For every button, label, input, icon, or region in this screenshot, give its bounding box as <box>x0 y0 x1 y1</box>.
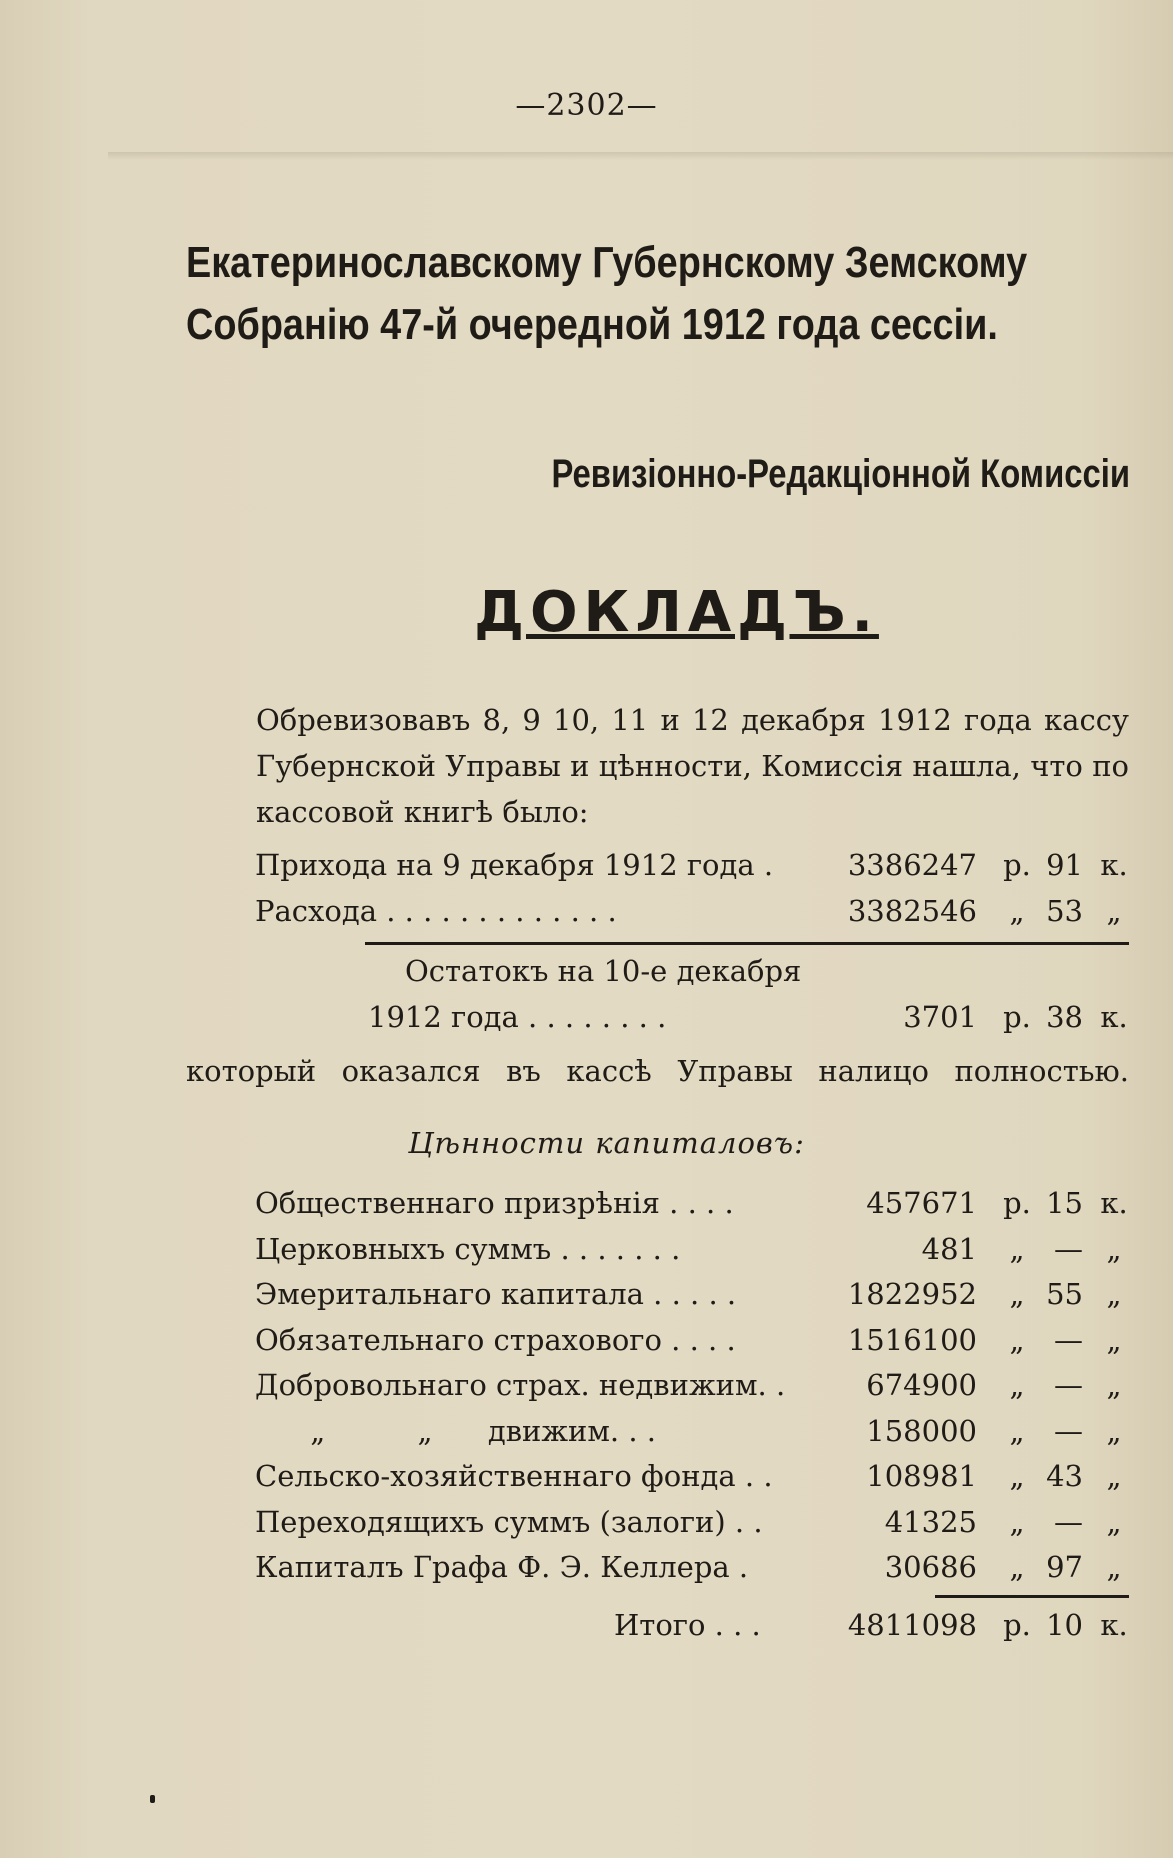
balance-caption: Остатокъ на 10-е декабря <box>405 954 802 988</box>
value-unit-rub: „ <box>1009 1231 1025 1266</box>
value-row <box>255 1408 1129 1454</box>
value-unit-rub: р. <box>1003 1186 1031 1220</box>
expense-row <box>255 888 1129 934</box>
value-unit-rub: „ <box>1009 1368 1025 1402</box>
expense-unit-rub: „ <box>1009 894 1025 928</box>
value-unit-rub: „ <box>1009 1504 1025 1539</box>
value-row <box>255 1453 1129 1499</box>
balance-label: 1912 года . . . . . . . . <box>368 1000 667 1034</box>
value-unit-kop: „ <box>1106 1550 1122 1584</box>
value-row <box>255 1271 1129 1317</box>
report-title <box>186 232 1028 356</box>
intro-paragraph <box>186 697 1129 835</box>
value-unit-kop: „ <box>1106 1368 1122 1402</box>
commission-heading: Ревизіонно-Редакціонной Комиссіи <box>551 452 1130 496</box>
income-unit-kop: к. <box>1100 848 1128 882</box>
value-row <box>255 1180 1129 1226</box>
bleed-through-band <box>108 152 1173 160</box>
value-row <box>255 1544 1129 1590</box>
total-row <box>614 1602 1129 1648</box>
page-number: —2302— <box>515 88 658 123</box>
document-type-heading: ДОКЛАДЪ. <box>474 580 879 645</box>
value-amount: 41325 <box>884 1504 977 1539</box>
value-row <box>255 1499 1129 1545</box>
expense-kopecks: 53 <box>1046 894 1083 928</box>
income-label: Прихода на 9 декабря 1912 года . <box>255 848 774 882</box>
value-kopecks: — <box>1054 1413 1083 1448</box>
value-unit-rub: „ <box>1009 1550 1025 1584</box>
value-kopecks: — <box>1054 1231 1083 1266</box>
total-amount: 4811098 <box>847 1608 977 1642</box>
balance-kopecks: 38 <box>1046 1000 1083 1034</box>
value-unit-kop: „ <box>1106 1504 1122 1539</box>
value-amount: 158000 <box>866 1413 977 1448</box>
value-label: Общественнаго призрѣнія . . . . <box>255 1186 734 1220</box>
cash-note: который оказался въ кассѣ Управы налицо полностью. <box>186 1054 1129 1088</box>
income-row <box>255 842 1129 888</box>
value-amount: 1516100 <box>847 1322 977 1357</box>
balance-row <box>368 994 1129 1040</box>
value-unit-rub: „ <box>1009 1322 1025 1357</box>
title-line-1: Екатеринославскому Губернскому Земскому <box>186 238 1028 287</box>
ink-mark <box>150 1795 155 1803</box>
income-unit-rub: р. <box>1003 848 1031 882</box>
value-unit-kop: „ <box>1106 1231 1122 1266</box>
value-row <box>255 1362 1129 1408</box>
total-kopecks: 10 <box>1046 1608 1083 1642</box>
value-unit-kop: „ <box>1106 1413 1122 1448</box>
value-label: Переходящихъ суммъ (залоги) . . <box>255 1504 763 1539</box>
value-kopecks: 55 <box>1046 1277 1083 1311</box>
value-label: Церковныхъ суммъ . . . . . . . <box>255 1231 681 1266</box>
title-line-2: Собранію 47-й очередной 1912 года сессіи. <box>186 300 998 349</box>
values-heading-row <box>0 1120 1173 1166</box>
total-unit-rub: р. <box>1003 1608 1031 1642</box>
value-kopecks: — <box>1054 1368 1083 1402</box>
subtotal-rule <box>365 942 1129 945</box>
balance-unit-rub: р. <box>1003 1000 1031 1034</box>
value-row <box>255 1226 1129 1272</box>
value-label: Эмеритальнаго капитала . . . . . <box>255 1277 737 1311</box>
value-kopecks: 43 <box>1046 1459 1083 1493</box>
expense-label: Расхода . . . . . . . . . . . . . <box>255 894 617 928</box>
income-kopecks: 91 <box>1046 848 1083 882</box>
balance-unit-kop: к. <box>1100 1000 1128 1034</box>
value-amount: 108981 <box>866 1459 977 1493</box>
value-unit-rub: „ <box>1009 1459 1025 1493</box>
value-label: Капиталъ Графа Ф. Э. Келлера . <box>255 1550 749 1584</box>
income-amount: 3386247 <box>847 848 977 882</box>
value-unit-kop: „ <box>1106 1322 1122 1357</box>
value-unit-kop: „ <box>1106 1459 1122 1493</box>
expense-unit-kop: „ <box>1106 894 1122 928</box>
value-amount: 457671 <box>866 1186 977 1220</box>
value-kopecks: 97 <box>1046 1550 1083 1584</box>
expense-amount: 3382546 <box>847 894 977 928</box>
value-kopecks: — <box>1054 1322 1083 1357</box>
value-unit-kop: „ <box>1106 1277 1122 1311</box>
total-rule <box>935 1595 1129 1598</box>
value-amount: 1822952 <box>847 1277 977 1311</box>
total-label: Итого . . . <box>614 1608 761 1642</box>
value-amount: 674900 <box>866 1368 977 1402</box>
total-unit-kop: к. <box>1100 1608 1128 1642</box>
value-unit-kop: к. <box>1100 1186 1128 1220</box>
values-heading: Цѣнности капиталовъ: <box>408 1126 805 1160</box>
value-kopecks: — <box>1054 1504 1083 1539</box>
value-row <box>255 1317 1129 1363</box>
value-label: Обязательнаго страхового . . . . <box>255 1322 736 1357</box>
value-amount: 30686 <box>884 1550 977 1584</box>
value-kopecks: 15 <box>1046 1186 1083 1220</box>
intro-text: Обревизовавъ 8, 9 10, 11 и 12 декабря 1912 года кассу Губернской Управы и цѣнности, Комиссія нашла, что по кассовой книгѣ было: <box>256 703 1129 829</box>
value-label: „ „ движим. . . <box>255 1413 657 1448</box>
value-label: Добровольнаго страх. недвижим. . <box>255 1368 786 1402</box>
value-label: Сельско-хозяйственнаго фонда . . <box>255 1459 773 1493</box>
balance-amount: 3701 <box>903 1000 977 1034</box>
value-unit-rub: „ <box>1009 1277 1025 1311</box>
value-amount: 481 <box>921 1231 977 1266</box>
value-unit-rub: „ <box>1009 1413 1025 1448</box>
